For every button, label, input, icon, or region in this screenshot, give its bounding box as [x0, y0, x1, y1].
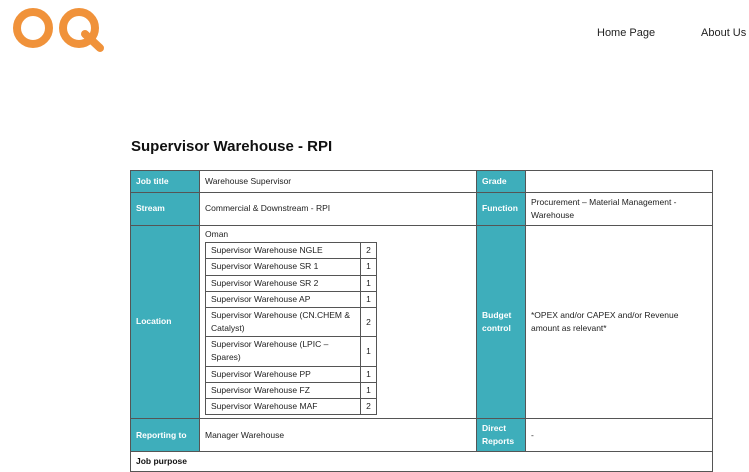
table-row: [206, 337, 377, 366]
nav-home-page[interactable]: Home Page: [597, 27, 656, 39]
table-row: [206, 366, 377, 382]
table-row: [131, 451, 713, 471]
location-count: 1: [361, 291, 377, 307]
grade-label: Grade: [477, 171, 526, 193]
location-name: Supervisor Warehouse SR 2: [206, 275, 361, 291]
table-row: [206, 243, 377, 259]
location-name: Supervisor Warehouse FZ: [206, 382, 361, 398]
table-row: [206, 259, 377, 275]
location-name: Supervisor Warehouse PP: [206, 366, 361, 382]
direct-reports-value: -: [526, 419, 713, 452]
location-count: 2: [361, 307, 377, 336]
location-count: 1: [361, 275, 377, 291]
location-name: Supervisor Warehouse (CN.CHEM & Catalyst): [206, 307, 361, 336]
table-row: [131, 193, 713, 226]
budget-control-label: Budget control: [477, 225, 526, 419]
table-row: [131, 225, 713, 419]
job-purpose-label: Job purpose: [131, 451, 713, 471]
oq-logo[interactable]: [12, 6, 104, 50]
page-title: Supervisor Warehouse - RPI: [131, 138, 333, 155]
location-count: 1: [361, 259, 377, 275]
location-count: 2: [361, 243, 377, 259]
nav-about-us[interactable]: About Us: [701, 27, 747, 39]
location-country: Oman: [205, 228, 229, 239]
job-title-label: Job title: [131, 171, 200, 193]
location-name: Supervisor Warehouse AP: [206, 291, 361, 307]
location-sub-table: [205, 242, 377, 415]
location-count: 1: [361, 382, 377, 398]
location-count: 2: [361, 398, 377, 414]
reporting-to-value: Manager Warehouse: [200, 419, 477, 452]
job-description-table: [130, 170, 713, 472]
table-row: [206, 307, 377, 336]
stream-value: Commercial & Downstream - RPI: [200, 193, 477, 226]
direct-reports-label: Direct Reports: [477, 419, 526, 452]
table-row: [131, 419, 713, 452]
location-name: Supervisor Warehouse NGLE: [206, 243, 361, 259]
location-label: Location: [131, 225, 200, 419]
job-title-value: Warehouse Supervisor: [200, 171, 477, 193]
function-label: Function: [477, 193, 526, 226]
location-count: 1: [361, 366, 377, 382]
grade-value: [526, 171, 713, 193]
location-value: [200, 225, 477, 419]
table-row: [131, 171, 713, 193]
location-count: 1: [361, 337, 377, 366]
table-row: [206, 382, 377, 398]
table-row: [206, 398, 377, 414]
table-row: [206, 291, 377, 307]
location-name: Supervisor Warehouse (LPIC – Spares): [206, 337, 361, 366]
reporting-to-label: Reporting to: [131, 419, 200, 452]
site-header: [0, 0, 749, 60]
stream-label: Stream: [131, 193, 200, 226]
budget-control-value: *OPEX and/or CAPEX and/or Revenue amount as relevant*: [526, 225, 713, 419]
table-row: [206, 275, 377, 291]
location-name: Supervisor Warehouse MAF: [206, 398, 361, 414]
location-name: Supervisor Warehouse SR 1: [206, 259, 361, 275]
function-value: Procurement – Material Management - Warehouse: [526, 193, 713, 226]
